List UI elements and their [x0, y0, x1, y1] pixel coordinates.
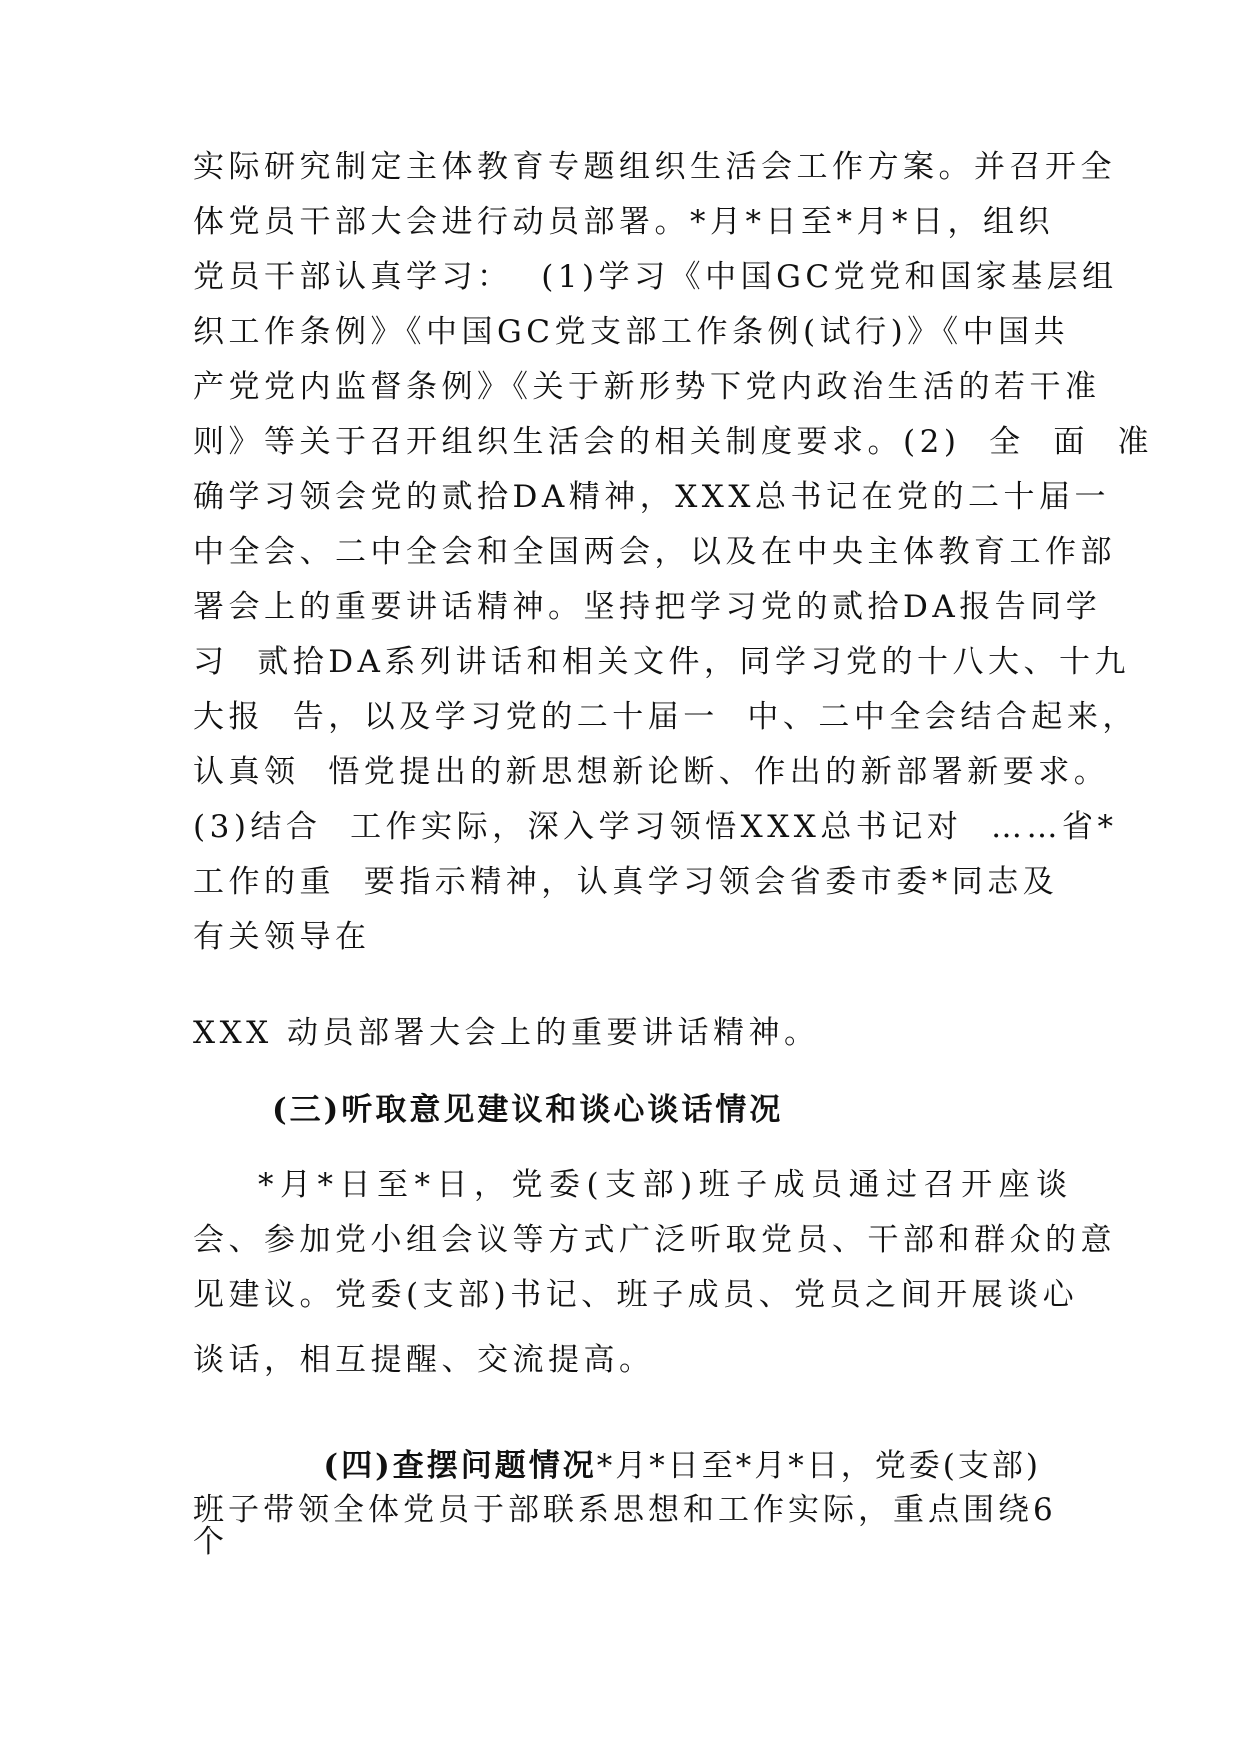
section-heading-4-title: (四)查摆问题情况: [323, 1448, 597, 1484]
body-text-line: *月*日至*日，党委(支部)班子成员通过召开座谈: [258, 1167, 1074, 1203]
section-heading-4-text: *月*日至*月*日，党委(支部): [596, 1448, 1041, 1484]
body-text-line: 个: [193, 1524, 229, 1560]
body-text-line: 谈话，相互提醒、交流提高。: [193, 1342, 655, 1378]
body-text-line: 有关领导在: [193, 919, 371, 955]
body-text-line: 习 贰拾DA系列讲话和相关文件，同学习党的十八大、十九: [193, 644, 1130, 680]
body-text-line: 会、参加党小组会议等方式广泛听取党员、干部和群众的意: [193, 1222, 1116, 1258]
section-heading-3: (三)听取意见建议和谈心谈话情况: [272, 1092, 784, 1128]
body-text-line: 大报 告，以及学习党的二十届一 中、二中全会结合起来，: [193, 699, 1138, 735]
body-text-line: 署会上的重要讲话精神。坚持把学习党的贰拾DA报告同学: [193, 589, 1102, 625]
body-text-line: 则》等关于召开组织生活会的相关制度要求。(2) 全 面 准: [193, 424, 1154, 460]
body-text-line: 认真领 悟党提出的新思想新论断、作出的新部署新要求。: [193, 754, 1110, 790]
body-text-line: 实际研究制定主体教育专题组织生活会工作方案。并召开全: [193, 149, 1116, 185]
body-text-line: XXX 动员部署大会上的重要讲话精神。: [193, 1015, 820, 1051]
body-text-line: (3)结合 工作实际，深入学习领悟XXX总书记对 ……省*: [193, 809, 1118, 845]
body-text-line: 中全会、二中全会和全国两会，以及在中央主体教育工作部: [193, 534, 1116, 570]
body-text-line: 体党员干部大会进行动员部署。*月*日至*月*日，组织: [193, 204, 1054, 240]
body-text-line: 织工作条例》《中国GC党支部工作条例(试行)》《中国共: [193, 314, 1070, 350]
body-text-line: 确学习领会党的贰拾DA精神，XXX总书记在党的二十届一: [193, 479, 1110, 515]
body-text-line: 班子带领全体党员于部联系思想和工作实际，重点围绕6: [193, 1492, 1057, 1528]
body-text-line: 工作的重 要指示精神，认真学习领会省委市委*同志及: [193, 864, 1059, 900]
body-text-line: 产党党内监督条例》《关于新形势下党内政治生活的若干准: [193, 369, 1101, 405]
body-text-line: 见建议。党委(支部)书记、班子成员、党员之间开展谈心: [193, 1277, 1079, 1313]
body-text-line: 党员干部认真学习： (1)学习《中国GC党党和国家基层组: [193, 259, 1118, 295]
